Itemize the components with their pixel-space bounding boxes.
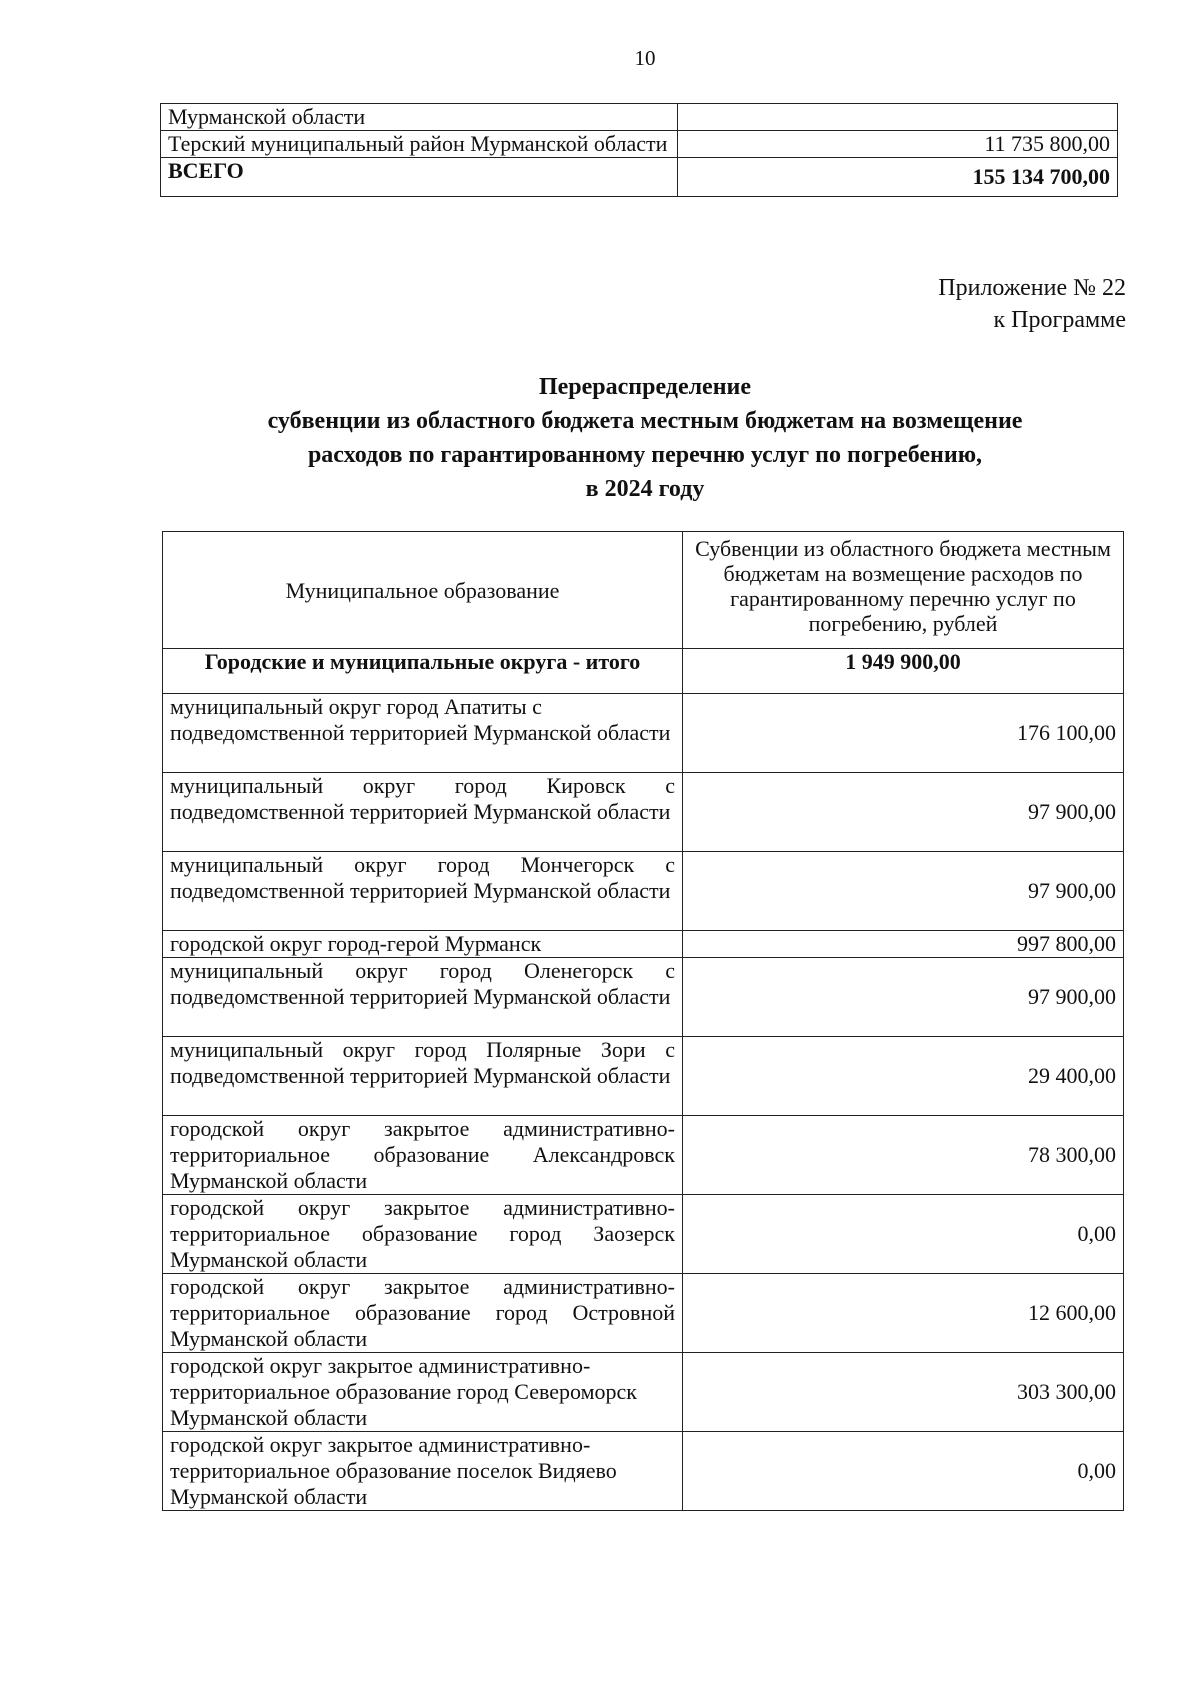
subtotal-row <box>163 649 1124 694</box>
title-line: расходов по гарантированному перечню услуг по погребению, <box>307 442 983 468</box>
table-row <box>163 1116 1124 1195</box>
appendix-number: Приложение № 22 <box>938 275 1126 301</box>
municipality-cell: муниципальный округ город Мончегорск с подведомственной территорией Мурманской области <box>163 852 683 931</box>
municipality-cell: Терский муниципальный район Мурманской области <box>161 131 678 158</box>
municipality-cell: городской округ закрытое административно-территориальное образование город Заозерск Мурманской области <box>163 1195 683 1274</box>
municipality-cell: муниципальный округ город Апатиты с подведомственной территорией Мурманской области <box>163 694 683 773</box>
total-row <box>161 158 1118 197</box>
title-line: в 2024 году <box>585 476 705 502</box>
amount-cell: 303 300,00 <box>683 1353 1124 1432</box>
municipality-cell: муниципальный округ город Оленегорск с подведомственной территорией Мурманской области <box>163 958 683 1037</box>
column-header-municipality: Муниципальное образование <box>163 532 683 649</box>
municipality-cell: городской округ закрытое административно-территориальное образование город Североморск Мурманской области <box>163 1353 683 1432</box>
table-row <box>163 1432 1124 1511</box>
title-line: Перераспределение <box>538 374 752 400</box>
amount-cell: 0,00 <box>683 1195 1124 1274</box>
amount-cell: 176 100,00 <box>683 694 1124 773</box>
municipality-cell: городской округ закрытое административно-территориальное образование Александровск Мурманской области <box>163 1116 683 1195</box>
amount-cell: 78 300,00 <box>683 1116 1124 1195</box>
amount-cell: 29 400,00 <box>683 1037 1124 1116</box>
municipality-cell: городской округ закрытое административно-территориальное образование город Островной Мурманской области <box>163 1274 683 1353</box>
amount-cell: 97 900,00 <box>683 958 1124 1037</box>
municipality-cell: муниципальный округ город Полярные Зори с подведомственной территорией Мурманской области <box>163 1037 683 1116</box>
table-row <box>163 694 1124 773</box>
municipality-cell: Мурманской области <box>161 104 678 131</box>
municipality-cell: городской округ город-герой Мурманск <box>163 931 683 958</box>
total-label: ВСЕГО <box>161 158 678 197</box>
table-row <box>163 931 1124 958</box>
page-number: 10 <box>634 46 656 70</box>
table-row <box>163 1353 1124 1432</box>
title-line: субвенции из областного бюджета местным бюджетам на возмещение <box>267 408 1023 434</box>
amount-cell: 11 735 800,00 <box>678 131 1118 158</box>
table-row <box>163 852 1124 931</box>
municipality-cell: муниципальный округ город Кировск с подведомственной территорией Мурманской области <box>163 773 683 852</box>
column-header-subvention: Субвенции из областного бюджета местным бюджетам на возмещение расходов по гарантированному перечню услуг по погребению, рублей <box>683 532 1124 649</box>
appendix-program: к Программе <box>993 307 1126 333</box>
amount-cell: 12 600,00 <box>683 1274 1124 1353</box>
amount-cell <box>678 104 1118 131</box>
table-row <box>163 1274 1124 1353</box>
amount-cell: 97 900,00 <box>683 773 1124 852</box>
table-row <box>163 773 1124 852</box>
subvention-table <box>162 531 1124 1511</box>
table-row <box>161 131 1118 158</box>
appendix-heading <box>938 272 1126 336</box>
table-row <box>161 104 1118 131</box>
subtotal-value: 1 949 900,00 <box>683 649 1124 694</box>
table-row <box>163 1195 1124 1274</box>
subtotal-label: Городские и муниципальные округа - итого <box>163 649 683 694</box>
document-title <box>140 370 1150 506</box>
municipality-cell: городской округ закрытое административно-территориальное образование поселок Видяево Мурманской области <box>163 1432 683 1511</box>
amount-cell: 997 800,00 <box>683 931 1124 958</box>
table-row <box>163 1037 1124 1116</box>
top-table <box>160 103 1118 197</box>
table-header <box>163 532 1124 649</box>
table-row <box>163 958 1124 1037</box>
amount-cell: 0,00 <box>683 1432 1124 1511</box>
total-value: 155 134 700,00 <box>678 158 1118 197</box>
amount-cell: 97 900,00 <box>683 852 1124 931</box>
